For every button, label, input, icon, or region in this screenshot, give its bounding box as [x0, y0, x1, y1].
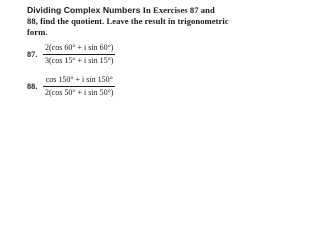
section-heading: Dividing Complex Numbers: [27, 5, 141, 15]
exercise-number: 87.: [27, 50, 38, 59]
instruction-text-line3: form.: [27, 27, 48, 37]
textbook-page: [0, 0, 286, 113]
fraction-denominator: 3(cos 15° + i sin 15°): [45, 56, 114, 65]
exercise-87: [27, 43, 147, 67]
instruction-text-line2: 88, find the quotient. Leave the result in trigonometric: [27, 16, 229, 26]
fraction-denominator: 2(cos 50° + i sin 50°): [45, 88, 114, 97]
exercise-instructions: [27, 5, 277, 38]
quotient-fraction: [43, 75, 115, 98]
fraction-numerator: 2(cos 60° + i sin 60°): [45, 43, 114, 52]
exercise-88: [27, 75, 147, 99]
exercise-number: 88.: [27, 82, 38, 91]
instruction-text-line1: In Exercises 87 and: [140, 5, 215, 15]
fraction-numerator: cos 150° + i sin 150°: [45, 75, 113, 84]
quotient-fraction: [43, 43, 115, 66]
